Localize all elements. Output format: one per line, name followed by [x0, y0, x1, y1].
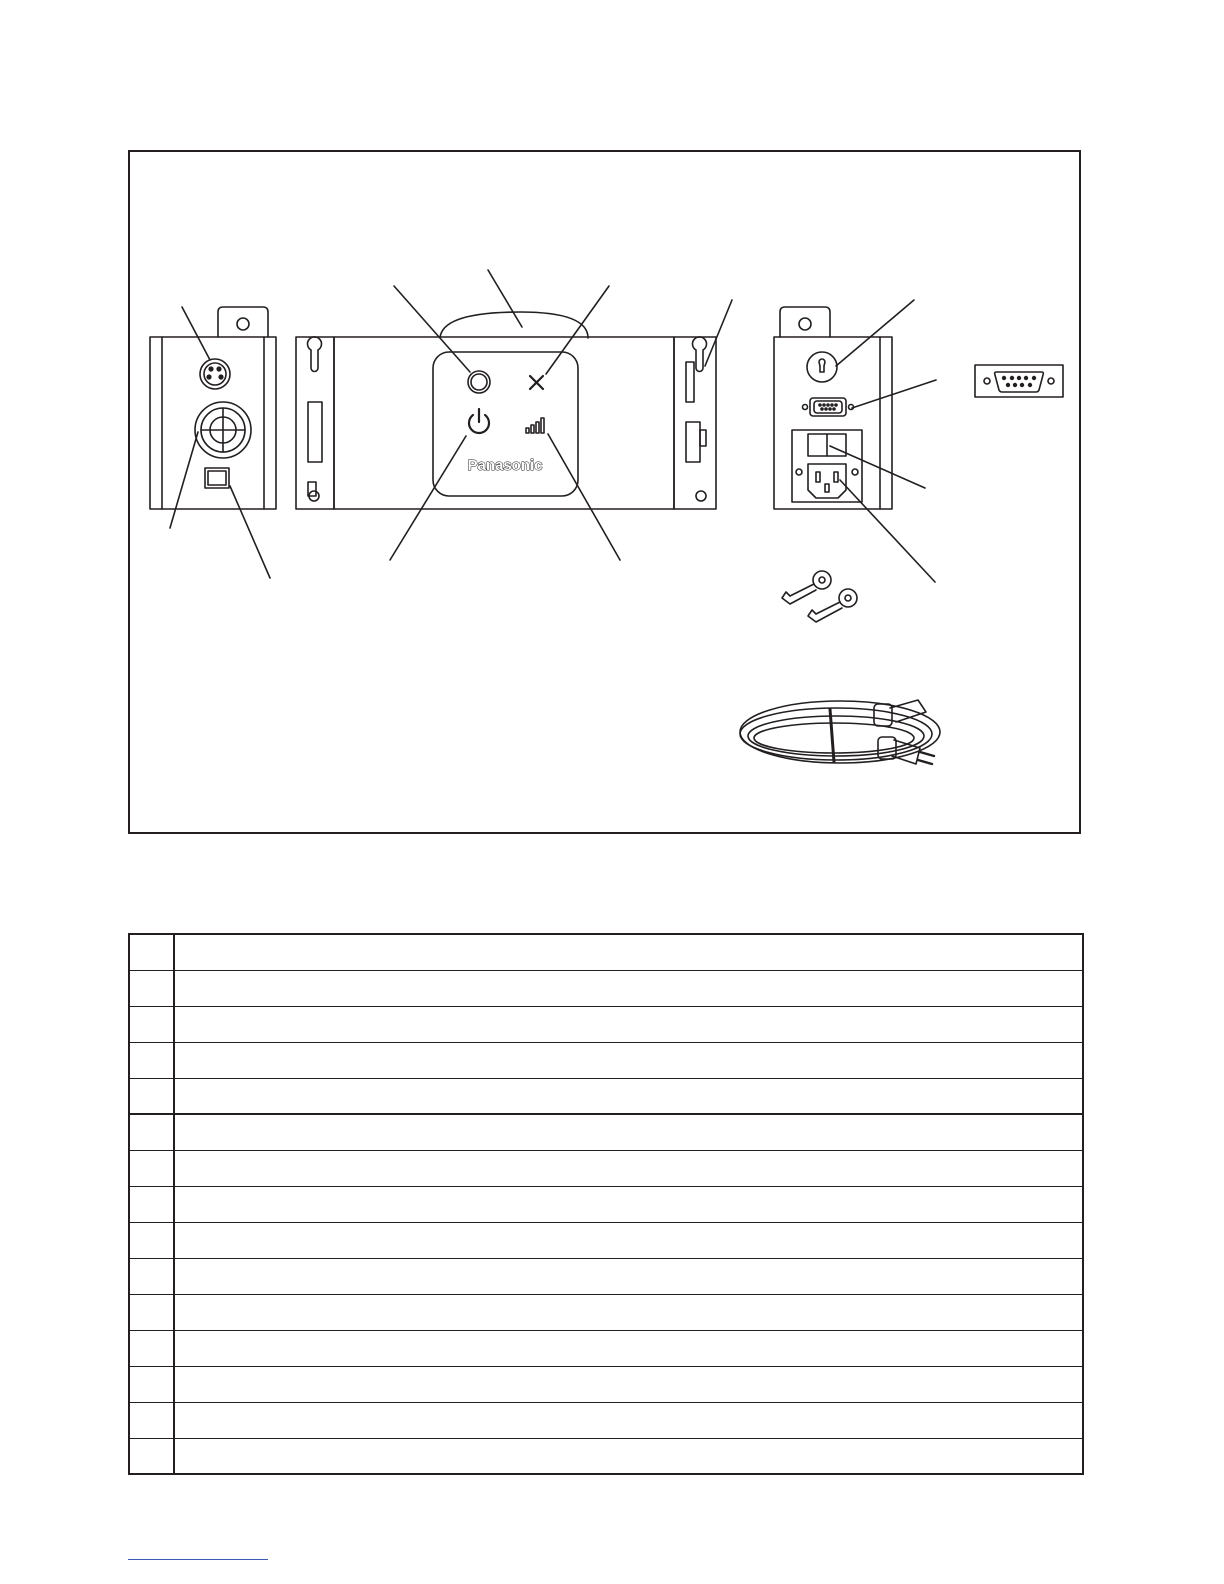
keys-icon [782, 571, 857, 622]
table-row [129, 1078, 1083, 1114]
row-number [129, 970, 174, 1006]
row-description [174, 1006, 1083, 1042]
row-number [129, 1366, 174, 1402]
front-panel [296, 270, 732, 560]
row-description [174, 1402, 1083, 1438]
row-description [174, 1366, 1083, 1402]
row-number [129, 1222, 174, 1258]
row-number [129, 1258, 174, 1294]
table-row [129, 1186, 1083, 1222]
row-description [174, 934, 1083, 970]
row-number [129, 1006, 174, 1042]
buzzer-grille-icon [195, 402, 251, 458]
row-number [129, 1114, 174, 1150]
table-row [129, 1006, 1083, 1042]
row-number [129, 1402, 174, 1438]
table-row [129, 1222, 1083, 1258]
row-description [174, 1078, 1083, 1114]
table-row [129, 1438, 1083, 1474]
keyhole-lock-icon [807, 352, 837, 382]
row-description [174, 1330, 1083, 1366]
table-row [129, 1114, 1083, 1150]
table-row [129, 934, 1083, 970]
row-number [129, 1150, 174, 1186]
row-number [129, 1186, 174, 1222]
row-number [129, 1294, 174, 1330]
status-ring-icon [468, 371, 490, 393]
parts-table [128, 933, 1084, 1475]
right-side-panel [774, 300, 936, 582]
table-row [129, 1258, 1083, 1294]
table-row [129, 1366, 1083, 1402]
row-description [174, 1294, 1083, 1330]
table-row [129, 1294, 1083, 1330]
row-description [174, 1222, 1083, 1258]
row-number [129, 1042, 174, 1078]
row-number [129, 1438, 174, 1474]
brand-logo: Panasonic [467, 457, 543, 474]
row-number [129, 934, 174, 970]
table-row [129, 1150, 1083, 1186]
db9-port-icon [803, 398, 854, 416]
db9-connector-icon [975, 365, 1063, 397]
left-side-panel [150, 307, 276, 578]
row-description [174, 1186, 1083, 1222]
row-description [174, 970, 1083, 1006]
row-number [129, 1078, 174, 1114]
error-x-icon [530, 376, 543, 389]
row-description [174, 1438, 1083, 1474]
row-description [174, 1258, 1083, 1294]
row-description [174, 1042, 1083, 1078]
table-row [129, 1402, 1083, 1438]
power-cord-icon [740, 700, 940, 764]
row-description [174, 1114, 1083, 1150]
rocker-switch-icon [205, 468, 229, 488]
signal-bars-icon [526, 418, 544, 433]
table-row [129, 970, 1083, 1006]
footer-link-underline [128, 1559, 268, 1560]
mini-din-connector-icon [200, 359, 230, 389]
table-row [129, 1330, 1083, 1366]
row-description [174, 1150, 1083, 1186]
row-number [129, 1330, 174, 1366]
power-icon [469, 409, 489, 433]
table-row [129, 1042, 1083, 1078]
product-figure [128, 150, 1081, 834]
device-diagram [130, 152, 1083, 836]
